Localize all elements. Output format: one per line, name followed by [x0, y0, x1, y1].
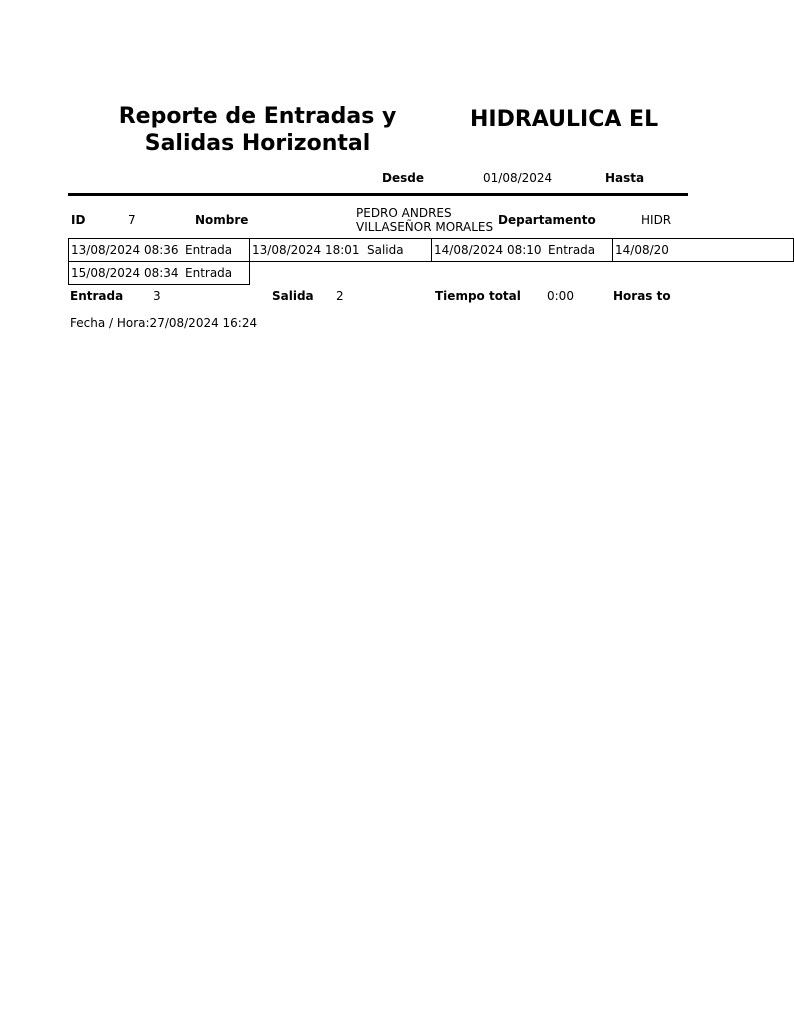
record-type: Salida: [367, 243, 404, 257]
record-cell: [68, 238, 250, 262]
record-datetime: 13/08/2024 18:01: [252, 243, 360, 257]
from-label: Desde: [382, 171, 424, 185]
record-cell: [612, 238, 794, 262]
entries-count: 3: [153, 289, 161, 303]
record-datetime: 15/08/2024 08:34: [71, 266, 179, 280]
employee-name-line-1: PEDRO ANDRES: [356, 206, 452, 220]
entries-label: Entrada: [70, 289, 124, 303]
record-type: Entrada: [548, 243, 596, 257]
print-timestamp: Fecha / Hora:27/08/2024 16:24: [70, 316, 258, 330]
exits-label: Salida: [272, 289, 314, 303]
id-label: ID: [71, 213, 86, 227]
total-time-label: Tiempo total: [435, 289, 521, 303]
total-time-value: 0:00: [547, 289, 574, 303]
total-hours-label: Horas to: [613, 289, 671, 303]
to-label: Hasta: [605, 171, 645, 185]
company-name: HIDRAULICA EL: [470, 107, 659, 132]
record-datetime: 14/08/2024 08:10: [434, 243, 542, 257]
department-label: Departamento: [498, 213, 596, 227]
name-label: Nombre: [195, 213, 249, 227]
record-cell: [431, 238, 613, 262]
record-type: Entrada: [185, 266, 233, 280]
record-cell: [249, 238, 432, 262]
from-date: 01/08/2024: [483, 171, 553, 185]
id-value: 7: [128, 213, 136, 227]
header-divider: [68, 193, 688, 196]
department-value: HIDR: [641, 213, 672, 227]
record-cell: [68, 261, 250, 285]
record-datetime: 14/08/20: [615, 243, 669, 257]
employee-name: [356, 206, 493, 234]
employee-name-line-2: VILLASEÑOR MORALES: [356, 220, 494, 234]
exits-count: 2: [336, 289, 344, 303]
record-datetime: 13/08/2024 08:36: [71, 243, 179, 257]
record-type: Entrada: [185, 243, 233, 257]
report-title: Reporte de Entradas y Salidas Horizontal: [118, 104, 397, 156]
